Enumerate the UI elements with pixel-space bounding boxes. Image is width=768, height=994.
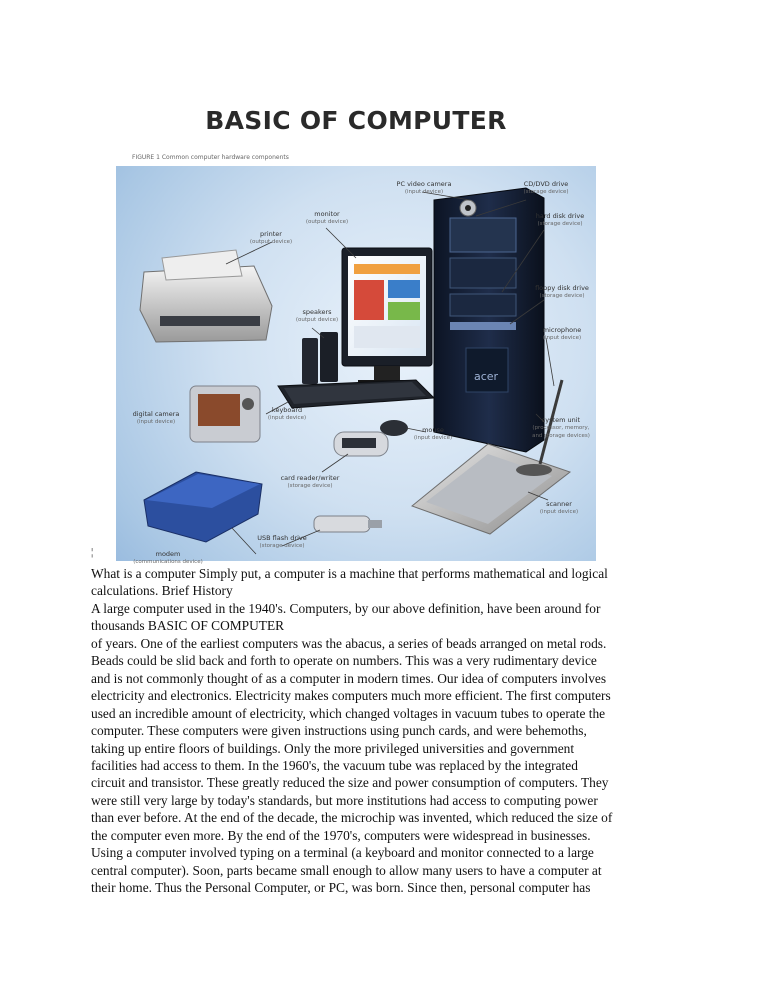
callout-speakers: speakers (output device) <box>295 308 339 323</box>
figure-title: BASIC OF COMPUTER <box>205 106 507 135</box>
callout-pc-video-camera: PC video camera (input device) <box>396 180 452 195</box>
text-line: thousands BASIC OF COMPUTER <box>91 618 285 634</box>
text-line: than ever before. At the end of the decade, the microchip was invented, which reduced the size of <box>91 810 613 826</box>
monitor-illustration <box>342 248 432 386</box>
text-line: taking up entire floors of buildings. Only the more privileged universities and government <box>91 740 575 756</box>
callout-microphone: microphone (input device) <box>542 326 582 341</box>
usb-drive-illustration <box>314 516 382 532</box>
callout-hard-disk-drive: hard disk drive (storage device) <box>535 212 585 227</box>
text-line: Beads could be slid back and forth to operate on numbers. This was a very rudimentary device <box>91 653 597 669</box>
body-text <box>91 565 691 897</box>
callout-mouse: mouse (input device) <box>413 426 453 441</box>
text-line: and is not commonly thought of as a computer in modern times. Our idea of computers involves <box>91 670 607 686</box>
callout-floppy-disk-drive: floppy disk drive (storage device) <box>535 284 589 299</box>
text-line: A large computer used in the 1940's. Computers, by our above definition, have been around for <box>91 600 601 616</box>
callout-cd-dvd-drive: CD/DVD drive (storage device) <box>523 180 569 195</box>
text-line: facilities had access to them. In the 1960's, the vacuum tube was replaced by the integrated <box>91 757 578 773</box>
text-line: Using a computer involved typing on a terminal (a keyboard and monitor connected to a large <box>91 845 594 861</box>
callout-printer: printer (output device) <box>249 230 293 245</box>
text-line: used an incredible amount of electricity, which changed voltages in vacuum tubes to operate the <box>91 705 606 721</box>
hardware-illustration <box>116 80 596 561</box>
text-line: the computer even more. By the end of the 1970's, computers were widespread in businesses. <box>91 827 591 843</box>
text-line: their home. Thus the Personal Computer, or PC, was born. Since then, personal computer has <box>91 880 591 896</box>
text-line: of years. One of the earliest computers was the abacus, a series of beads arranged on metal rods. <box>91 635 607 651</box>
text-line: computer. These computers were given instructions using punch cards, and were behemoths, <box>91 723 587 739</box>
speakers-illustration <box>302 332 338 384</box>
callout-scanner: scanner (input device) <box>539 500 579 515</box>
system-unit-tower <box>434 188 544 452</box>
figure-caption: FIGURE 1 Common computer hardware components <box>132 154 289 161</box>
callout-keyboard: keyboard (input device) <box>267 406 307 421</box>
callout-usb-flash-drive: USB flash drive (storage device) <box>257 534 307 549</box>
text-line: central computer). Soon, parts became small enough to allow many users to have a computer at <box>91 862 602 878</box>
tower-brand-label: acer <box>474 370 499 383</box>
text-line: calculations. Brief History <box>91 583 233 599</box>
bullet-mark: ¦ <box>91 546 94 558</box>
callout-system-unit: system unit (processor, memory, and storage devices) <box>532 416 590 439</box>
pc-camera-illustration <box>460 200 476 216</box>
callout-digital-camera: digital camera (input device) <box>132 410 180 425</box>
modem-illustration <box>144 472 262 542</box>
text-line: What is a computer Simply put, a computer is a machine that performs mathematical and logical <box>91 566 608 581</box>
computer-hardware-figure <box>116 80 596 565</box>
printer-illustration <box>140 250 272 342</box>
card-reader-illustration <box>334 432 388 456</box>
scanner-illustration <box>412 444 570 534</box>
keyboard-illustration <box>278 380 434 408</box>
callout-modem: modem (communications device) <box>133 550 203 565</box>
text-line: were still very large by today's standards, but more institutions had access to computing power <box>91 792 598 808</box>
text-line: electricity and electronics. Electricity makes computers much more efficient. The first computers <box>91 688 611 704</box>
callout-monitor: monitor (output device) <box>305 210 349 225</box>
digital-camera-illustration <box>190 386 260 442</box>
callout-card-reader-writer: card reader/writer (storage device) <box>280 474 340 489</box>
text-line: circuit and transistor. These greatly reduced the size and power consumption of computers. They <box>91 775 609 791</box>
